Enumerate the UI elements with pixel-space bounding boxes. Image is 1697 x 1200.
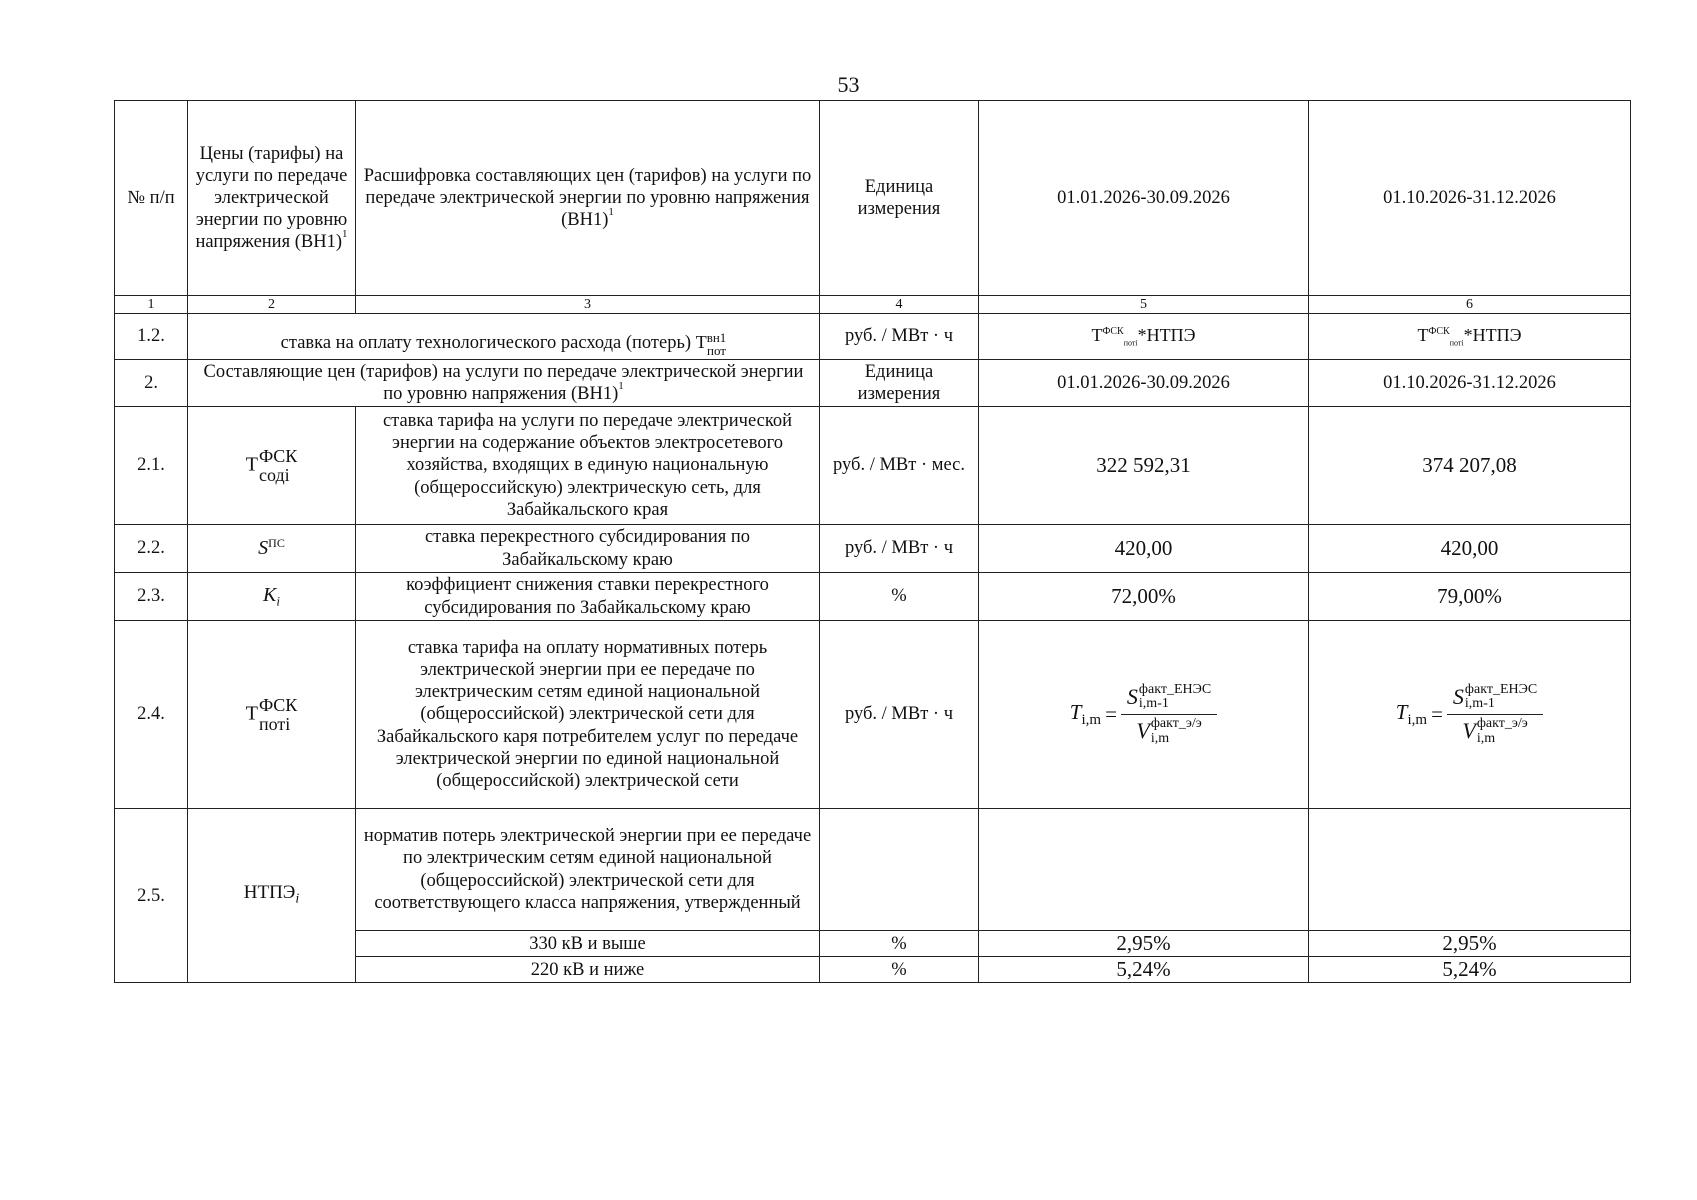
table-row [115,809,1631,931]
row-value-period-1 [979,809,1309,931]
row-unit: руб. / МВт · ч [820,525,979,573]
row-value-period-1: 5,24% [979,957,1309,983]
header-period-2: 01.10.2026-31.12.2026 [1309,101,1631,296]
column-number: 1 [115,296,188,314]
row-unit: руб. / МВт · ч [820,621,979,809]
row-symbol: Т ФСК содi [188,407,356,525]
row-symbol: $K_i$ [188,573,356,621]
header-period-1: 01.01.2026-30.09.2026 [979,101,1309,296]
loss-rate-formula: $T_{i,m}$ = S факт_ЕНЭС i,m-1 V факт_э/э i,m [1070,683,1217,747]
row-number: 2.4. [115,621,188,809]
loss-rate-formula: $T_{i,m}$ = S факт_ЕНЭС i,m-1 V факт_э/э i,m [1396,683,1543,747]
table-row [115,525,1631,573]
row-unit: руб. / МВт · мес. [820,407,979,525]
header-unit: Единица измерения [820,101,979,296]
row-unit: % [820,573,979,621]
row-number: 2.5. [115,809,188,983]
table-row [115,407,1631,525]
row-formula-period-2 [1309,621,1631,809]
tariff-symbol: Т вн1 пот [695,330,727,358]
row-value-period-2: $Т^{ФСК}_{потi}*НТПЭ$ [1309,314,1631,360]
row-value-period-1: 322 592,31 [979,407,1309,525]
column-number: 6 [1309,296,1631,314]
row-unit: Единица измерения [820,360,979,407]
row-formula-period-1 [979,621,1309,809]
row-description: 330 кВ и выше [356,931,820,957]
row-value-period-2: 01.10.2026-31.12.2026 [1309,360,1631,407]
header-number: № п/п [115,101,188,296]
row-value-period-2: 5,24% [1309,957,1631,983]
row-value-period-1: 420,00 [979,525,1309,573]
row-value-period-2: 420,00 [1309,525,1631,573]
column-number: 4 [820,296,979,314]
row-number: 2.3. [115,573,188,621]
row-value-period-2: 79,00% [1309,573,1631,621]
row-value-period-2 [1309,809,1631,931]
row-description: ставка на оплату технологического расхода (потерь) Т вн1 пот [188,314,820,360]
row-symbol: $НТПЭ_i$ [188,809,356,983]
page-number: 53 [837,72,860,97]
row-symbol: $S^{ПС}$ [188,525,356,573]
header-breakdown: Расшифровка составляющих цен (тарифов) на услуги по передаче электрической энергии по уровню напряжения $(ВН1)^1$ [356,101,820,296]
row-description: ставка тарифа на оплату нормативных потерь электрической энергии при ее передаче по электрическим сетям единой национальной (общероссийской) электрической сети для Забайкальского каря потребителем услуг по передаче электрической энергии по единой национальной (общероссийской) электрической сети [356,621,820,809]
row-number: 2. [115,360,188,407]
table-row [115,314,1631,360]
row-unit: % [820,931,979,957]
row-number: 2.2. [115,525,188,573]
row-description: 220 кВ и ниже [356,957,820,983]
column-number: 3 [356,296,820,314]
row-value-period-1: 01.01.2026-30.09.2026 [979,360,1309,407]
table-row [115,360,1631,407]
row-unit [820,809,979,931]
column-number-row [115,296,1631,314]
row-value-period-1: $Т^{ФСК}_{потi}*НТПЭ$ [979,314,1309,360]
row-description: ставка тарифа на услуги по передаче электрической энергии на содержание объектов электросетевого хозяйства, входящих в единую национальную (общероссийскую) электрическую сеть, для Забайкальского края [356,407,820,525]
row-value-period-1: 72,00% [979,573,1309,621]
row-unit: руб. / МВт · ч [820,314,979,360]
row-unit: % [820,957,979,983]
row-value-period-2: 2,95% [1309,931,1631,957]
row-value-period-1: 2,95% [979,931,1309,957]
table-row [115,621,1631,809]
row-number: 1.2. [115,314,188,360]
row-description: Составляющие цен (тарифов) на услуги по передаче электрической энергии по уровню напряжения $(ВН1)^1$ [188,360,820,407]
row-number: 2.1. [115,407,188,525]
row-symbol: Т ФСК потi [188,621,356,809]
header-price: Цены (тарифы) на услуги по передаче электрической энергии по уровню напряжения $(ВН1)^1$ [188,101,356,296]
column-number: 2 [188,296,356,314]
row-description: коэффициент снижения ставки перекрестного субсидирования по Забайкальскому краю [356,573,820,621]
column-number: 5 [979,296,1309,314]
header-row [115,101,1631,296]
table-row [115,573,1631,621]
row-value-period-2: 374 207,08 [1309,407,1631,525]
row-description: норматив потерь электрической энергии при ее передаче по электрическим сетям единой национальной (общероссийской) электрической сети для соответствующего класса напряжения, утвержденный [356,809,820,931]
tariff-table [114,100,1631,983]
row-description: ставка перекрестного субсидирования по Забайкальскому краю [356,525,820,573]
